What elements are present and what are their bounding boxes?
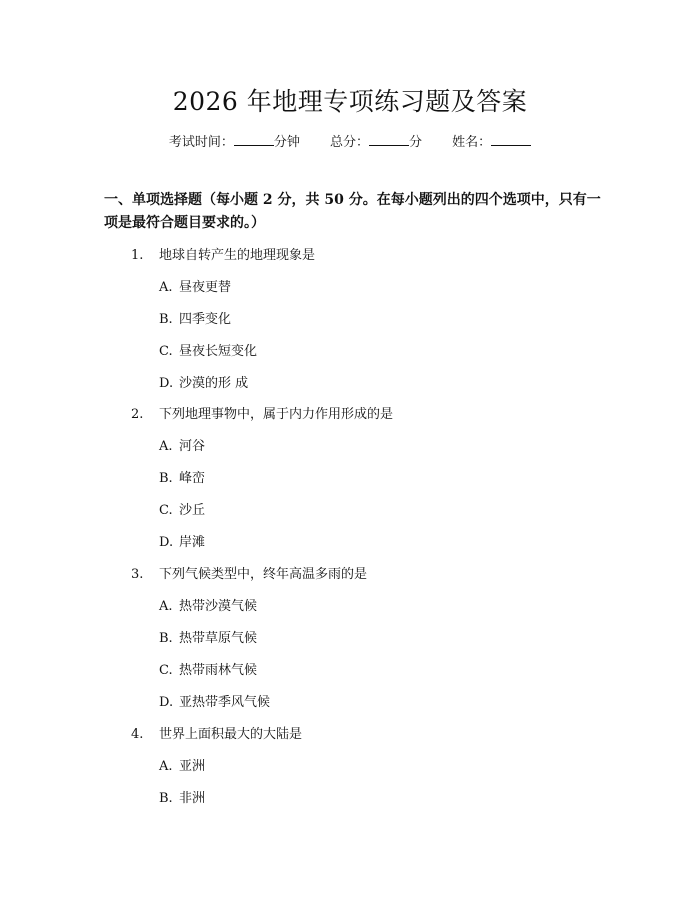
- option: [159, 372, 248, 391]
- option-letter: D.: [159, 376, 174, 391]
- option-letter: D.: [159, 535, 174, 550]
- option: [159, 435, 205, 454]
- option: [159, 659, 257, 678]
- score-unit: 分: [409, 135, 423, 150]
- option-text: 岸滩: [179, 535, 206, 550]
- option: [159, 595, 257, 614]
- option-letter: A.: [159, 759, 173, 774]
- name-blank: [491, 133, 531, 146]
- option-letter: C.: [159, 503, 173, 518]
- question-number: 3.: [131, 567, 144, 582]
- score-label: 总分：: [329, 135, 369, 150]
- option-text: 沙丘: [179, 503, 206, 518]
- option: [159, 276, 231, 295]
- option: [159, 627, 257, 646]
- question: [131, 723, 302, 742]
- option-text: 峰峦: [179, 471, 206, 486]
- option: [159, 467, 205, 486]
- option-letter: B.: [159, 791, 173, 806]
- exam-meta: [0, 131, 700, 150]
- option-text: 热带雨林气候: [179, 663, 258, 678]
- option-letter: A.: [159, 599, 173, 614]
- option-text: 昼夜更替: [179, 280, 232, 295]
- option-text: 热带草原气候: [179, 631, 258, 646]
- option-letter: B.: [159, 471, 173, 486]
- time-unit: 分钟: [273, 135, 300, 150]
- time-field: [169, 131, 300, 150]
- question-number: 1.: [131, 248, 144, 263]
- option-text: 四季变化: [179, 312, 232, 327]
- option-text: 亚热带季风气候: [179, 695, 271, 710]
- score-blank: [369, 133, 409, 146]
- option-text: 昼夜长短变化: [179, 344, 258, 359]
- option: [159, 787, 205, 806]
- option-letter: C.: [159, 663, 173, 678]
- question: [131, 563, 367, 582]
- section-heading: 一、单项选择题（每小题 2 分，共 50 分。在每小题列出的四个选项中，只有一项是最符合题目要求的。）: [104, 192, 601, 231]
- option: [159, 340, 257, 359]
- option-letter: A.: [159, 439, 173, 454]
- question: [131, 244, 315, 263]
- option-letter: A.: [159, 280, 173, 295]
- option: [159, 499, 205, 518]
- option-letter: D.: [159, 695, 174, 710]
- option: [159, 755, 205, 774]
- question-text: 下列气候类型中，终年高温多雨的是: [159, 567, 368, 582]
- option-letter: C.: [159, 344, 173, 359]
- question-number: 4.: [131, 727, 144, 742]
- option-text: 河谷: [179, 439, 206, 454]
- question-text: 下列地理事物中，属于内力作用形成的是: [159, 407, 394, 422]
- option-letter: B.: [159, 312, 173, 327]
- option-text: 热带沙漠气候: [179, 599, 258, 614]
- name-label: 姓名：: [452, 135, 492, 150]
- question-text: 世界上面积最大的大陆是: [159, 727, 303, 742]
- time-label: 考试时间：: [168, 135, 234, 150]
- name-field: [452, 131, 531, 150]
- option-text: 非洲: [179, 791, 206, 806]
- question-number: 2.: [131, 407, 144, 422]
- option-text: 亚洲: [179, 759, 206, 774]
- question-text: 地球自转产生的地理现象是: [159, 248, 316, 263]
- option: [159, 691, 270, 710]
- option-letter: B.: [159, 631, 173, 646]
- option-text: 沙漠的形 成: [179, 376, 249, 391]
- page-title: 2026 年地理专项练习题及答案: [172, 87, 528, 116]
- option: [159, 531, 205, 550]
- option: [159, 308, 231, 327]
- question: [131, 403, 393, 422]
- time-blank: [234, 133, 274, 146]
- score-field: [330, 131, 422, 150]
